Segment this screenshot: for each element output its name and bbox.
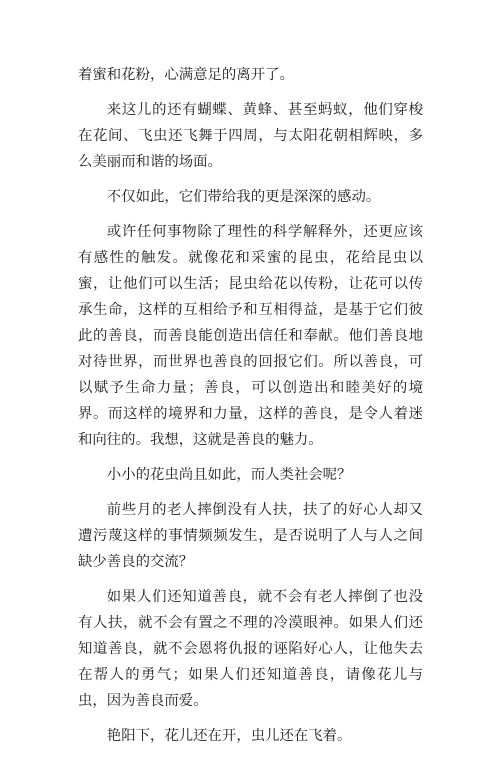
- paragraph-closing: 艳阳下，花儿还在开，虫儿还在飞着。: [106, 728, 352, 744]
- paragraph-if-kindness: 如果人们还知道善良，就不会有老人摔倒了也没有人扶，就不会有置之不理的冷漠眼神。如果人们还知道善良，就不会恩将仇报的诬陷好心人，让他失去在帮人的勇气；如果人们还知道善良，请像花儿与虫，因为善良而爱。: [78, 589, 423, 709]
- paragraph-insects: 来这儿的还有蝴蝶、黄蜂、甚至蚂蚁，他们穿梭在花间、飞虫还飞舞于四周，与太阳花朝相辉映，多么美丽而和谐的场面。: [78, 102, 423, 170]
- paragraph-continuation: 着蜜和花粉，心满意足的离开了。: [78, 67, 294, 83]
- paragraph-elderly-fall: 前些月的老人摔倒没有人扶，扶了的好心人却又遭污蔑这样的事情频频发生，是否说明了人与人之间缺少善良的交流？: [78, 502, 423, 570]
- paragraph-human-society: 小小的花虫尚且如此，而人类社会呢？: [106, 467, 352, 483]
- paragraph-kindness-charm: 或许任何事物除了理性的科学解释外，还更应该有感性的触发。就像花和采蜜的昆虫，花给昆虫以蜜，让他们可以生活；昆虫给花以传粉，让花可以传承生命，这样的互相给予和互相得益，是基于它们彼此的善良，而善良能创造出信任和奉献。他们善良地对待世界，而世界也善良的回报它们。所以善良，可以赋予生命力量；善良，可以创造出和睦美好的境界。而这样的境界和力量，这样的善良，是令人着迷和向往的。我想，这就是善良的魅力。: [78, 224, 423, 448]
- paragraph-moved: 不仅如此，它们带给我的更是深深的感动。: [106, 189, 381, 205]
- document-body: [78, 62, 423, 758]
